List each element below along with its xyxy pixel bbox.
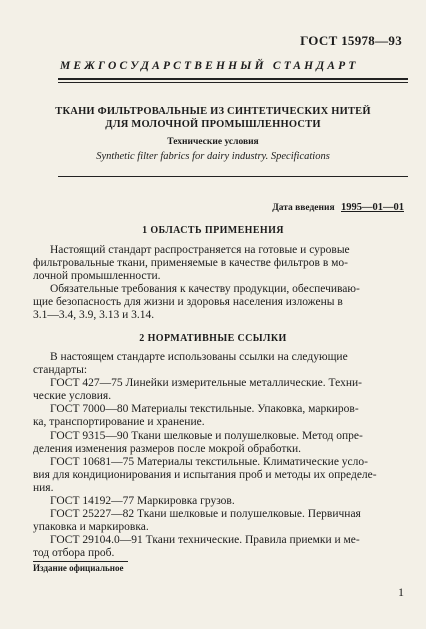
intro-date-value: 1995—01—01 [341,202,404,213]
reference-line: ГОСТ 10681—75 Материалы текстильные. Климатические усло- [50,455,368,468]
paragraph-line: щие безопасность для жизни и здоровья населения изложены в [33,296,343,309]
intro-date-label: Дата введения [272,203,335,213]
footer-rule [33,561,128,562]
reference-line: ГОСТ 29104.0—91 Ткани технические. Правила приемки и ме- [50,534,360,547]
introduction-date [272,202,404,213]
reference-line: ГОСТ 7000—80 Материалы текстильные. Упаковка, маркиров- [50,403,359,416]
reference-line: ческие условия. [33,390,112,403]
section-1-paragraph-2 [33,283,400,322]
reference-line: ка, транспортирование и хранение. [33,416,205,429]
page-number: 1 [398,585,404,599]
section-1-paragraph-1 [33,244,400,283]
reference-line: упаковка и маркировка. [33,521,149,534]
reference-line: тод отбора проб. [33,547,115,560]
reference-line: ния. [33,481,54,494]
reference-line: деления изменения размеров после мокрой обработки. [33,442,302,455]
gost-number: ГОСТ 15978—93 [300,33,402,48]
section-2-heading: 2 НОРМАТИВНЫЕ ССЫЛКИ [139,333,287,344]
title-line-2: ДЛЯ МОЛОЧНОЙ ПРОМЫШЛЕННОСТИ [105,118,321,130]
reference-line: вия для кондиционирования и испытания проб и методы их определе- [33,468,377,481]
english-title: Synthetic filter fabrics for dairy industry. Specifications [96,151,330,162]
reference-line: ГОСТ 9315—90 Ткани шелковые и полушелковые. Метод опре- [50,429,363,442]
section-1-heading: 1 ОБЛАСТЬ ПРИМЕНЕНИЯ [142,225,284,236]
document-subtitle: Технические условия [167,137,259,147]
header-double-rule [58,78,408,83]
reference-line: ГОСТ 25227—82 Ткани шелковые и полушелковые. Первичная [50,508,361,521]
title-line-1: ТКАНИ ФИЛЬТРОВАЛЬНЫЕ ИЗ СИНТЕТИЧЕСКИХ НИТЕЙ [55,106,371,117]
paragraph-line: 3.1—3.4, 3.9, 3.13 и 3.14. [33,309,155,322]
paragraph-line: Обязательные требования к качеству продукции, обеспечиваю- [50,283,360,295]
reference-line: ГОСТ 14192—77 Маркировка грузов. [50,495,235,508]
standard-type-heading: МЕЖГОСУДАРСТВЕННЫЙ СТАНДАРТ [60,60,359,72]
reference-line: ГОСТ 427—75 Линейки измерительные металлические. Техни- [50,377,362,390]
edition-note: Издание официальное [33,563,124,573]
document-title [40,106,386,131]
reference-line: В настоящем стандарте использованы ссылки на следующие [50,351,348,363]
section-2-body [33,351,400,561]
paragraph-line: фильтровальные ткани, применяемые в качестве фильтров в мо- [33,257,349,270]
paragraph-line: Настоящий стандарт распространяется на готовые и суровые [50,244,350,256]
title-rule [58,176,408,177]
reference-line: стандарты: [33,364,88,377]
paragraph-line: лочной промышленности. [33,270,161,283]
